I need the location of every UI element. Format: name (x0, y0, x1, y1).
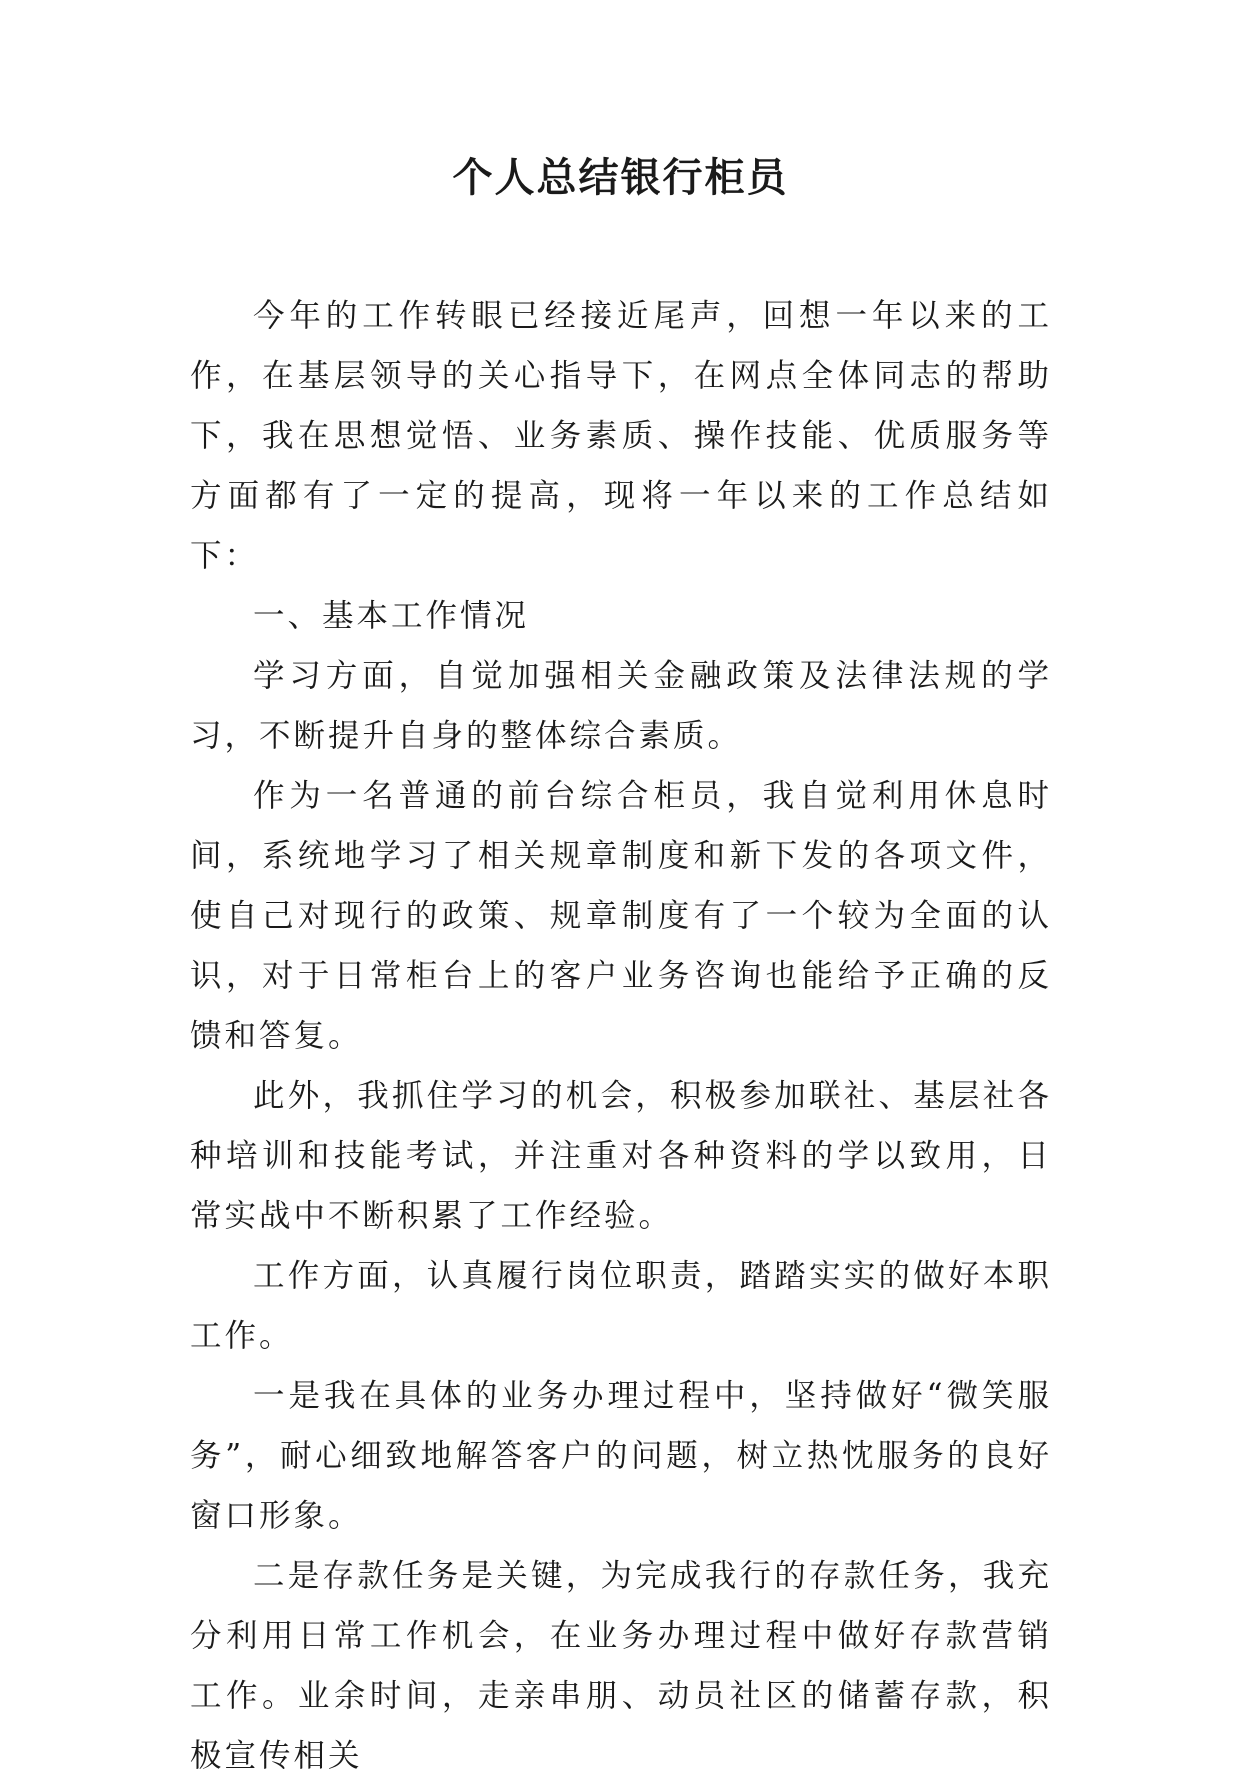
section-heading-basic-work: 一、基本工作情况 (253, 598, 530, 634)
document-body (190, 286, 1052, 1786)
paragraph-teller-study: 作为一名普通的前台综合柜员，我自觉利用休息时间，系统地学习了相关规章制度和新下发的各项文件，使自己对现行的政策、规章制度有了一个较为全面的认识，对于日常柜台上的客户业务咨询也能给予正确的反馈和答复。 (190, 778, 1052, 1054)
paragraph-point-one: 一是我在具体的业务办理过程中，坚持做好“微笑服务”，耐心细致地解答客户的问题，树立热忱服务的良好窗口形象。 (190, 1378, 1052, 1534)
paragraph-intro: 今年的工作转眼已经接近尾声，回想一年以来的工作，在基层领导的关心指导下，在网点全体同志的帮助下，我在思想觉悟、业务素质、操作技能、优质服务等方面都有了一定的提高，现将一年以来的工作总结如下： (190, 298, 1052, 574)
paragraph-work: 工作方面，认真履行岗位职责，踏踏实实的做好本职工作。 (190, 1258, 1052, 1354)
paragraph-training: 此外，我抓住学习的机会，积极参加联社、基层社各种培训和技能考试，并注重对各种资料的学以致用，日常实战中不断积累了工作经验。 (190, 1078, 1052, 1234)
document-title: 个人总结银行柜员 (452, 154, 789, 201)
paragraph-point-two: 二是存款任务是关键，为完成我行的存款任务，我充分利用日常工作机会，在业务办理过程中做好存款营销工作。业余时间，走亲串朋、动员社区的储蓄存款，积极宣传相关 (190, 1558, 1052, 1774)
paragraph-study: 学习方面，自觉加强相关金融政策及法律法规的学习，不断提升自身的整体综合素质。 (190, 658, 1052, 754)
